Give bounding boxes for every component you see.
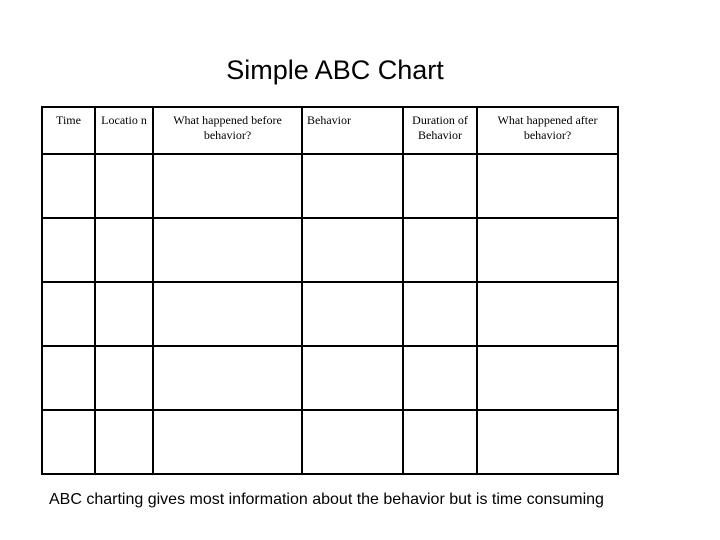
behavior-cell[interactable] [302,282,403,346]
before-cell[interactable] [153,282,302,346]
table-header-row [42,107,618,154]
location-cell[interactable] [95,282,153,346]
time-cell[interactable] [42,410,95,474]
time-cell[interactable] [42,154,95,218]
header-time: Time [42,107,95,154]
behavior-cell[interactable] [302,410,403,474]
behavior-cell[interactable] [302,346,403,410]
behavior-cell[interactable] [302,218,403,282]
after-cell[interactable] [477,346,618,410]
table-row [42,154,618,218]
header-before-behavior: What happened before behavior? [153,107,302,154]
before-cell[interactable] [153,218,302,282]
time-cell[interactable] [42,218,95,282]
before-cell[interactable] [153,154,302,218]
header-behavior: Behavior [302,107,403,154]
after-cell[interactable] [477,154,618,218]
location-cell[interactable] [95,410,153,474]
location-cell[interactable] [95,154,153,218]
location-cell[interactable] [95,346,153,410]
footer-caption: ABC charting gives most information about the behavior but is time consuming [49,491,604,508]
header-duration: Duration of Behavior [403,107,477,154]
after-cell[interactable] [477,282,618,346]
duration-cell[interactable] [403,410,477,474]
header-after-behavior: What happened after behavior? [477,107,618,154]
table-row [42,346,618,410]
table-row [42,410,618,474]
after-cell[interactable] [477,218,618,282]
table-row [42,218,618,282]
abc-table [41,106,619,475]
duration-cell[interactable] [403,218,477,282]
time-cell[interactable] [42,282,95,346]
header-location: Locatio n [95,107,153,154]
location-cell[interactable] [95,218,153,282]
after-cell[interactable] [477,410,618,474]
time-cell[interactable] [42,346,95,410]
duration-cell[interactable] [403,282,477,346]
behavior-cell[interactable] [302,154,403,218]
before-cell[interactable] [153,410,302,474]
duration-cell[interactable] [403,346,477,410]
before-cell[interactable] [153,346,302,410]
chart-title: Simple ABC Chart [226,55,444,85]
duration-cell[interactable] [403,154,477,218]
table-row [42,282,618,346]
